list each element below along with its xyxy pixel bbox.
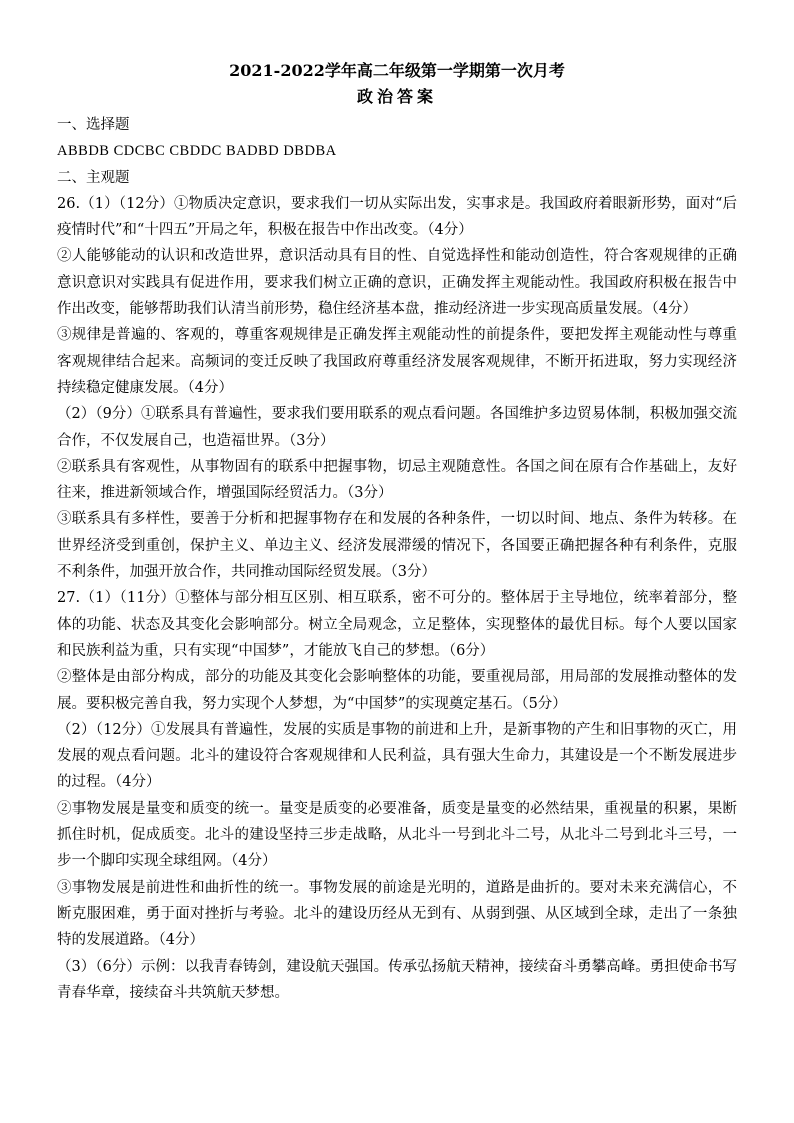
multiple-choice-answers: ABBDB CDCBC CBDDC BADBD DBDBA	[57, 143, 337, 160]
answer-paragraph: 26.（1）（12分）①物质决定意识，要求我们一切从实际出发，实事求是。我国政府着眼新形势，面对“后疫情时代”和“十四五”开局之年，积极在报告中作出改变。（4分）	[57, 195, 737, 239]
answer-paragraph: ②事物发展是量变和质变的统一。量变是质变的必要准备，质变是量变的必然结果，重视量的积累，果断抓住时机，促成质变。北斗的建设坚持三步走战略，从北斗一号到北斗二号，从北斗二号到北斗三号，一步一个脚印实现全球组网。（4分）	[57, 800, 737, 870]
answer-sheet	[57, 58, 737, 1006]
section-heading-multiple-choice: 一、选择题	[57, 117, 130, 133]
document-subtitle: 政治答案	[356, 87, 437, 106]
answer-paragraph: （2）（12分）①发展具有普遍性，发展的实质是事物的前进和上升，是新事物的产生和旧事物的灭亡，用发展的观点看问题。北斗的建设符合客观规律和人民利益，具有强大生命力，其建设是一个不断发展进步的过程。（4分）	[57, 721, 737, 791]
answer-paragraph: ②人能够能动的认识和改造世界，意识活动具有目的性、自觉选择性和能动创造性，符合客观规律的正确意识意识对实践具有促进作用，要求我们树立正确的意识，正确发挥主观能动性。我国政府积极在报告中作出改变，能够帮助我们认清当前形势，稳住经济基本盘，推动经济进一步实现高质量发展。（4分）	[57, 248, 737, 318]
section-heading-subjective: 二、主观题	[57, 169, 130, 186]
answer-paragraph: ③联系具有多样性，要善于分析和把握事物存在和发展的各种条件，一切以时间、地点、条件为转移。在世界经济受到重创，保护主义、单边主义、经济发展滞缓的情况下，各国要正确把握各种有利条件，克服不利条件，加强开放合作，共同推动国际经贸发展。（3分）	[57, 511, 737, 581]
answer-paragraph: 27.（1）（11分）①整体与部分相互区别、相互联系，密不可分的。整体居于主导地位，统率着部分，整体的功能、状态及其变化会影响部分。树立全局观念，立足整体，实现整体的最优目标。每个人要以国家和民族利益为重，只有实现“中国梦”，才能放飞自己的梦想。（6分）	[57, 590, 737, 659]
answer-paragraph: ②联系具有客观性，从事物固有的联系中把握事物，切忌主观随意性。各国之间在原有合作基础上，友好往来，推进新领域合作，增强国际经贸活力。（3分）	[57, 458, 737, 502]
answer-paragraph: （2）（9分）①联系具有普遍性，要求我们要用联系的观点看问题。各国维护多边贸易体制，积极加强交流合作，不仅发展自己，也造福世界。（3分）	[57, 406, 737, 449]
answer-paragraph: ②整体是由部分构成，部分的功能及其变化会影响整体的功能，要重视局部，用局部的发展推动整体的发展。要积极完善自我，努力实现个人梦想，为“中国梦”的实现奠定基石。（5分）	[57, 669, 737, 712]
answer-paragraph: ③事物发展是前进性和曲折性的统一。事物发展的前途是光明的，道路是曲折的。要对未来充满信心，不断克服困难，勇于面对挫折与考验。北斗的建设历经从无到有、从弱到强、从区域到全球，走出了一条独特的发展道路。（4分）	[57, 879, 737, 949]
answer-paragraph: ③规律是普遍的、客观的，尊重客观规律是正确发挥主观能动性的前提条件，要把发挥主观能动性与尊重客观规律结合起来。高频词的变迁反映了我国政府尊重经济发展客观规律，不断开拓进取，努力实现经济持续稳定健康发展。（4分）	[57, 327, 737, 396]
document-title: 2021-2022学年高二年级第一学期第一次月考	[229, 61, 565, 80]
answer-paragraph: （3）（6分）示例：以我青春铸剑，建设航天强国。传承弘扬航天精神，接续奋斗勇攀高峰。勇担使命书写青春华章，接续奋斗共筑航天梦想。	[57, 958, 737, 1001]
